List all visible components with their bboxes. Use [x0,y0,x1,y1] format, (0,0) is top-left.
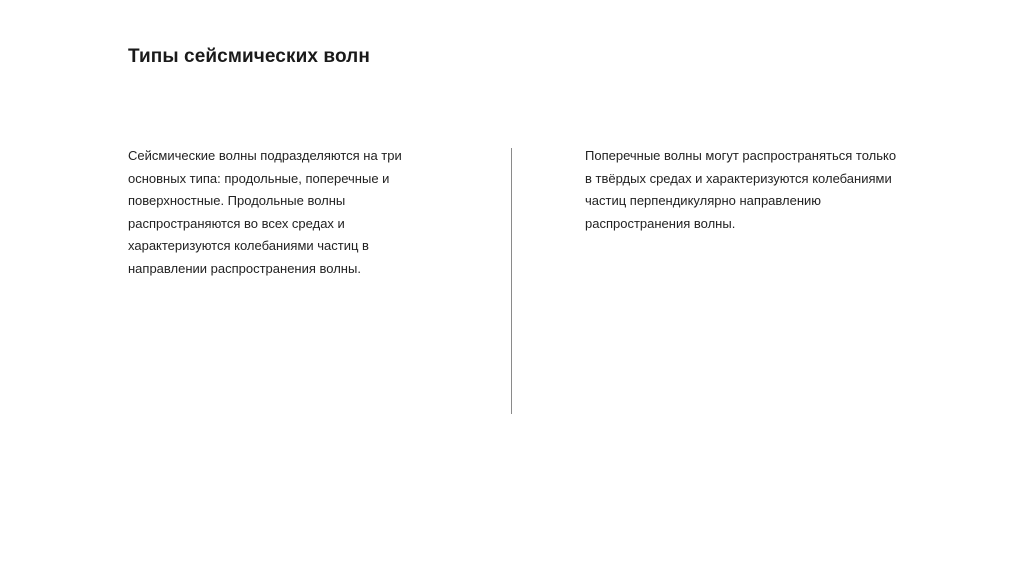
text-line: поверхностные. Продольные волны [128,193,346,208]
text-line: Поперечные волны могут распространяться только [585,148,897,163]
text-line: направлении распространения волны. [128,260,361,276]
text-line: в твёрдых средах и характеризуются колебаниями [585,170,892,186]
text-line: основных типа: продольные, поперечные и [128,170,390,186]
text-line: распространения волны. [585,215,736,231]
left-text-column [128,145,428,280]
slide-title: Типы сейсмических волн [128,46,370,67]
column-divider [511,148,512,414]
text-line: частиц перпендикулярно направлению [585,193,822,208]
right-text-column [585,145,920,235]
text-line: Сейсмические волны подразделяются на три [128,148,402,163]
text-line: распространяются во всех средах и [128,215,345,231]
text-line: характеризуются колебаниями частиц в [128,238,369,253]
